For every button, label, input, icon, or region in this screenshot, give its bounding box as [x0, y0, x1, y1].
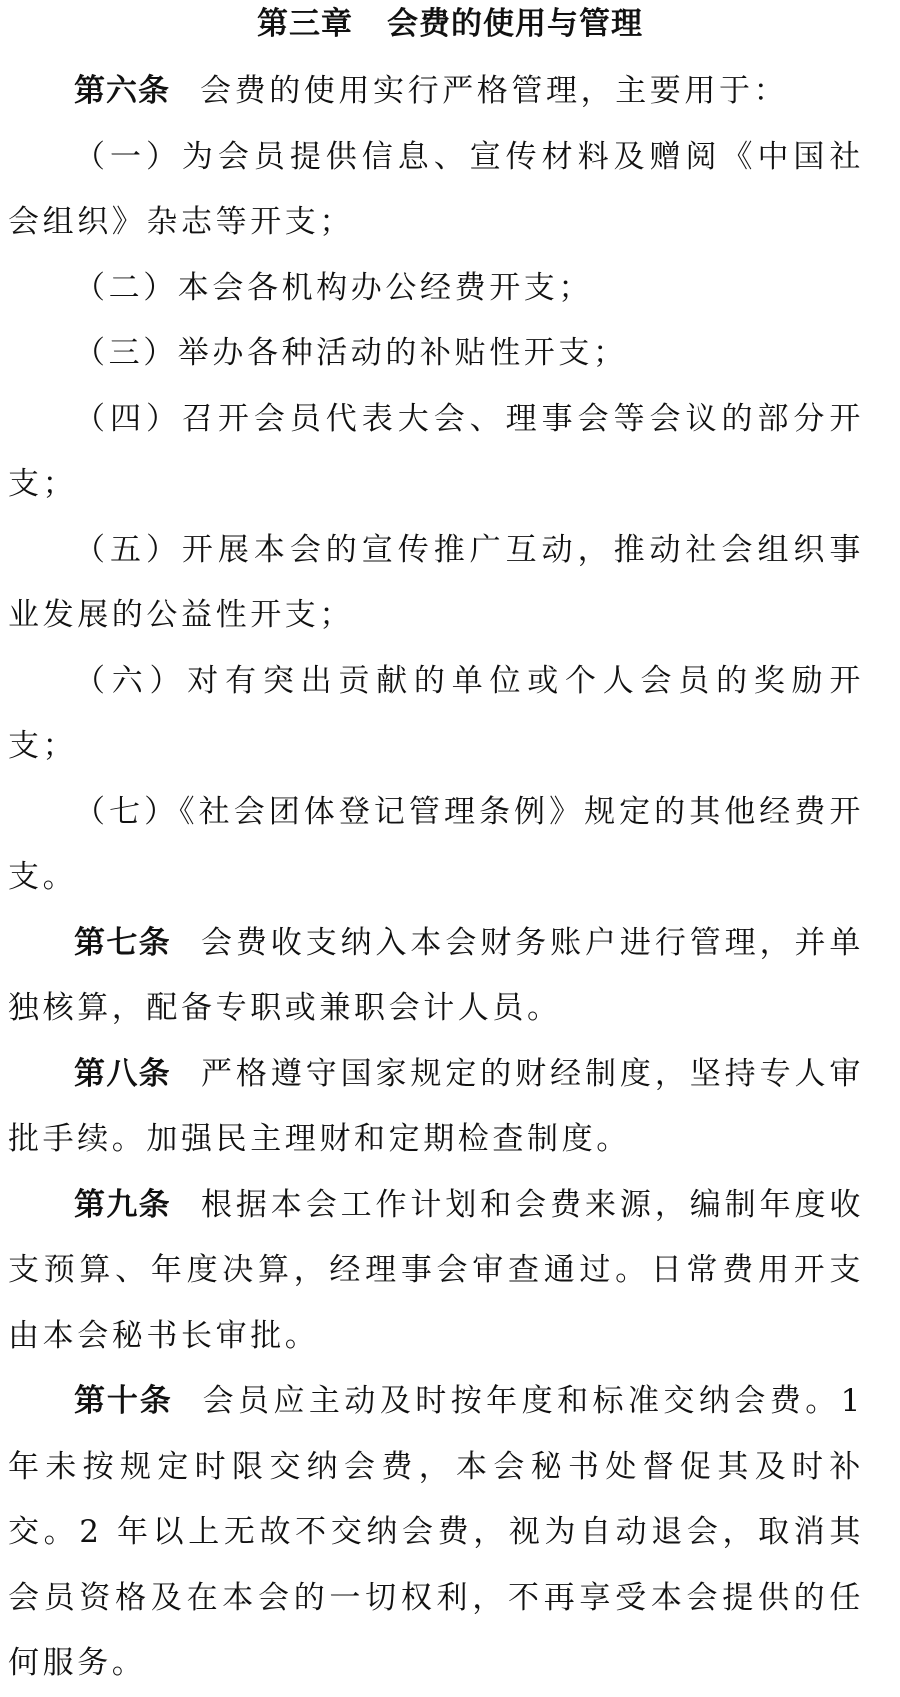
list-item: （四）召开会员代表大会、理事会等会议的部分开支； [8, 400, 864, 502]
article-text: 严格遵守国家规定的财经制度，坚持专人审批手续。加强民主理财和定期检查制度。 [8, 1055, 865, 1157]
article-number: 第七条 [74, 924, 171, 961]
list-item: （三）举办各种活动的补贴性开支； [74, 335, 628, 371]
list-item: （六）对有突出贡献的单位或个人会员的奖励开支； [8, 662, 864, 764]
article-number: 第八条 [74, 1055, 171, 1092]
list-item: （五）开展本会的宣传推广互动，推动社会组织事业发展的公益性开支； [8, 531, 864, 633]
article-8 [8, 1042, 864, 1173]
document-body [8, 59, 864, 1697]
article-text: 会员应主动及时按年度和标准交纳会费。1 年未按规定时限交纳会费，本会秘书处督促其及时补交。2 年以上无故不交纳会费，视为自动退会，取消其会员资格及在本会的一切权利，不再享受本会提供的任何服务。 [8, 1383, 865, 1681]
chapter-title [0, 2, 900, 46]
chapter-number: 第三章 [257, 6, 353, 42]
article-number: 第九条 [74, 1186, 171, 1223]
list-item: （二）本会各机构办公经费开支； [74, 269, 593, 306]
list-item: （一）为会员提供信息、宣传材料及赠阅《中国社会组织》杂志等开支； [8, 138, 864, 240]
article-6 [8, 59, 864, 125]
article-number: 第十条 [74, 1383, 173, 1419]
chapter-heading: 会费的使用与管理 [387, 6, 643, 42]
list-item: （七）《社会团体登记管理条例》规定的其他经费开支。 [8, 793, 864, 895]
article-7 [8, 911, 864, 1042]
article-9 [8, 1173, 864, 1370]
article-text: 根据本会工作计划和会费来源，编制年度收支预算、年度决算，经理事会审查通过。日常费用开支由本会秘书长审批。 [8, 1186, 865, 1354]
article-text: 会费收支纳入本会财务账户进行管理，并单独核算，配备专职或兼职会计人员。 [8, 924, 865, 1026]
article-text: 会费的使用实行严格管理，主要用于： [200, 73, 789, 109]
article-number: 第六条 [74, 73, 170, 109]
article-10 [8, 1369, 864, 1697]
